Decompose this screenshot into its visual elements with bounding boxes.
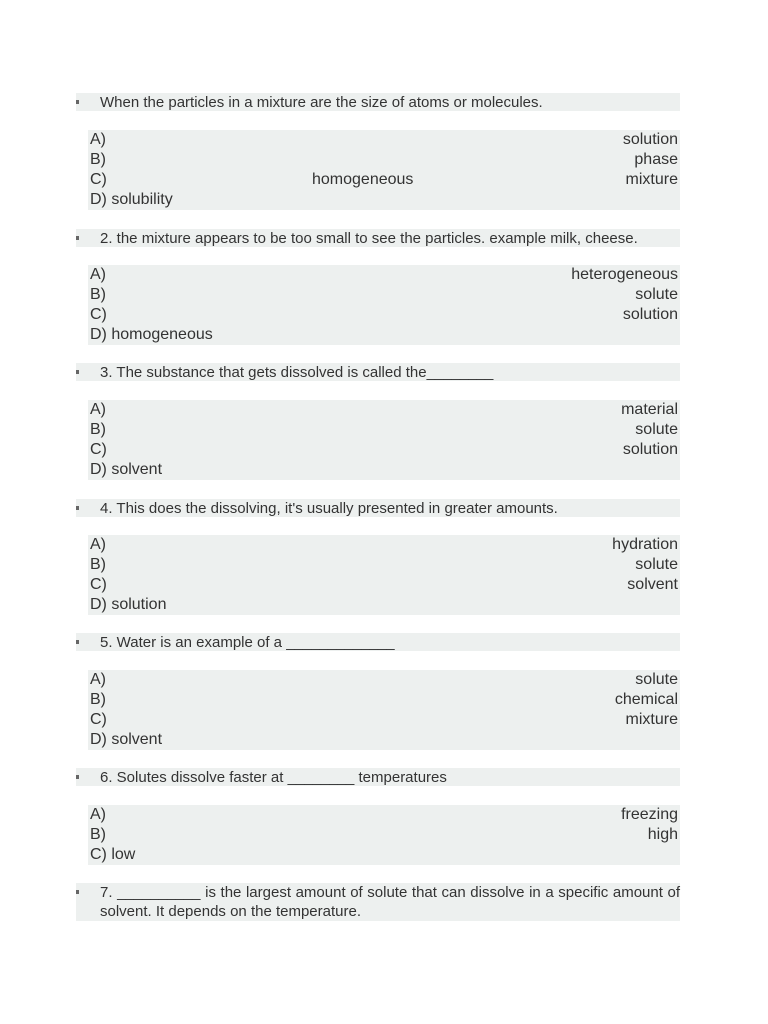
- bullet-icon: [76, 640, 79, 644]
- question-5: [76, 633, 680, 651]
- options-4: [88, 535, 680, 615]
- option-a[interactable]: A) material: [90, 401, 678, 418]
- question-6: [76, 768, 680, 786]
- option-c[interactable]: C) solvent: [90, 576, 678, 593]
- option-a[interactable]: A) solute: [90, 671, 678, 688]
- options-6: [88, 805, 680, 865]
- option-d[interactable]: D) homogeneous: [90, 326, 213, 343]
- option-c[interactable]: C) solution: [90, 306, 678, 323]
- bullet-icon: [76, 890, 79, 894]
- question-2: [76, 229, 680, 247]
- option-d[interactable]: D) solubility: [90, 191, 173, 208]
- option-d[interactable]: D) solvent: [90, 461, 163, 478]
- question-text: When the particles in a mixture are the size of atoms or molecules.: [100, 94, 543, 111]
- question-1: [76, 93, 680, 111]
- option-d[interactable]: D) solvent: [90, 731, 163, 748]
- bullet-icon: [76, 236, 79, 240]
- options-2: [88, 265, 680, 345]
- option-b[interactable]: B) solute: [90, 556, 678, 573]
- question-7: [76, 883, 680, 921]
- question-text: 3. The substance that gets dissolved is called the________: [100, 364, 494, 381]
- option-c[interactable]: C) solution: [90, 441, 678, 458]
- options-3: [88, 400, 680, 480]
- option-d[interactable]: D) solution: [90, 596, 167, 613]
- option-b[interactable]: B) chemical: [90, 691, 678, 708]
- option-a[interactable]: A) hydration: [90, 536, 678, 553]
- option-c[interactable]: C) low: [90, 846, 136, 863]
- options-1: [88, 130, 680, 210]
- question-text: 4. This does the dissolving, it's usually presented in greater amounts.: [100, 500, 558, 517]
- question-text: 7. __________ is the largest amount of solute that can dissolve in a specific amount of solvent. It depends on the temperature.: [100, 884, 680, 920]
- question-text: 6. Solutes dissolve faster at ________ temperatures: [100, 769, 447, 786]
- option-b[interactable]: B) high: [90, 826, 678, 843]
- question-3: [76, 363, 680, 381]
- option-b[interactable]: B) solute: [90, 286, 678, 303]
- bullet-icon: [76, 775, 79, 779]
- question-4: [76, 499, 680, 517]
- option-a[interactable]: A) heterogeneous: [90, 266, 678, 283]
- bullet-icon: [76, 370, 79, 374]
- option-a[interactable]: A) freezing: [90, 806, 678, 823]
- question-text: 5. Water is an example of a _____________: [100, 634, 395, 651]
- option-a[interactable]: A) solution: [90, 131, 678, 148]
- option-c[interactable]: C) mixture: [90, 711, 678, 728]
- options-5: [88, 670, 680, 750]
- option-c[interactable]: C) homogeneous mixture: [90, 171, 678, 188]
- option-b[interactable]: B) phase: [90, 151, 678, 168]
- question-text: 2. the mixture appears to be too small to see the particles. example milk, cheese.: [100, 230, 638, 247]
- bullet-icon: [76, 506, 79, 510]
- option-b[interactable]: B) solute: [90, 421, 678, 438]
- bullet-icon: [76, 100, 79, 104]
